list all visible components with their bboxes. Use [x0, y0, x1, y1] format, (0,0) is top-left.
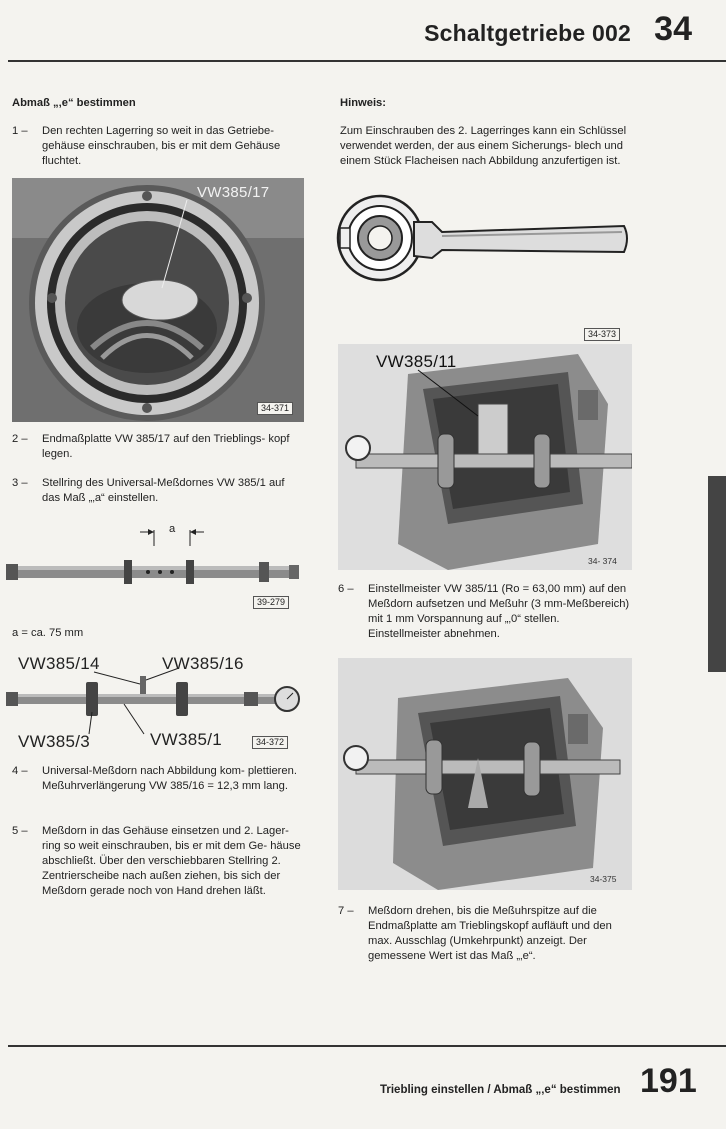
- figure-label-34-374: 34- 374: [588, 556, 617, 566]
- tool-label-vw385-17: VW385/17: [197, 184, 270, 201]
- footer-rule: [8, 1045, 726, 1047]
- drawing-spanner-tool: [332, 188, 632, 340]
- tool-label-vw385-16: VW385/16: [162, 654, 244, 673]
- tool-label-vw385-3: VW385/3: [18, 732, 91, 751]
- step-6: 6 – Einstellmeister VW 385/11 (Ro = 63,00 mm) auf den Meßdorn aufsetzen und Meßuhr (3 mm-Meßbereich) mit 1 mm Vorspannung auf „‚0“ stellen. Einstellmeister abnehmen.: [338, 583, 630, 640]
- photo-housing-end-plate: [12, 178, 304, 422]
- section-edge-tab: [708, 476, 726, 672]
- dimension-note: a = ca. 75 mm: [12, 627, 84, 639]
- step-5: 5 – Meßdorn in das Gehäuse einsetzen und 2. Lager- ring so weit einschrauben, bis er mit dem Ge- häuse abschließt. Über den verschiebbaren Stellring 2. Zentrierscheibe nach außen ziehen, bis sich der Meßdorn gerade noch von Hand drehen läßt.: [12, 825, 301, 897]
- photo-setting-master-on-mandrel: [338, 344, 632, 570]
- page-number: 191: [640, 1062, 697, 1100]
- figure-label-34-371: 34-371: [257, 402, 293, 415]
- dimension-label-a: a: [169, 523, 176, 535]
- step-1: 1 – Den rechten Lagerring so weit in das Getriebe- gehäuse einschrauben, bis er mit dem Gehäuse fluchtet.: [12, 125, 281, 167]
- figure-label-34-373: 34-373: [584, 328, 620, 341]
- tool-label-vw385-1: VW385/1: [150, 730, 223, 749]
- diagram-mandrel-dimension-a: [4, 518, 304, 610]
- step-4: 4 – Universal-Meßdorn nach Abbildung kom- plettieren. Meßuhrverlängerung VW 385/16 = 12,3 mm lang.: [12, 765, 297, 792]
- step-7: 7 – Meßdorn drehen, bis die Meßuhrspitze auf die Endmaßplatte am Trieblingskopf aufläuft und den max. Ausschlag (Umkehrpunkt) anzeigt. Der gemessene Wert ist das Maß „‚e“.: [338, 905, 612, 962]
- footer-title: Triebling einstellen / Abmaß „‚e“ bestimmen: [380, 1084, 621, 1096]
- tool-label-vw385-14: VW385/14: [18, 654, 100, 673]
- header-rule: [8, 60, 726, 62]
- figure-label-39-279: 39-279: [253, 596, 289, 609]
- photo-mandrel-with-dial-gauge: [338, 658, 632, 890]
- chapter-number: 34: [654, 10, 692, 48]
- diagram-universal-mandrel: [4, 652, 304, 756]
- section-heading: Abmaß „‚e“ bestimmen: [12, 97, 136, 109]
- note-text: Zum Einschrauben des 2. Lagerringes kann ein Schlüssel verwendet werden, der aus einem Sicherungs- blech und einem Stück Flacheisen nach Abbildung anzufertigen ist.: [340, 125, 627, 167]
- tool-label-vw385-11: VW385/11: [376, 352, 457, 371]
- note-heading: Hinweis:: [340, 97, 387, 109]
- figure-label-34-375: 34-375: [590, 874, 617, 884]
- figure-label-34-372: 34-372: [252, 736, 288, 749]
- step-2: 2 – Endmaßplatte VW 385/17 auf den Trieblings- kopf legen.: [12, 433, 290, 460]
- step-3: 3 – Stellring des Universal-Meßdornes VW 385/1 auf das Maß „‚a“ einstellen.: [12, 477, 285, 504]
- chapter-title: Schaltgetriebe 002: [424, 20, 631, 46]
